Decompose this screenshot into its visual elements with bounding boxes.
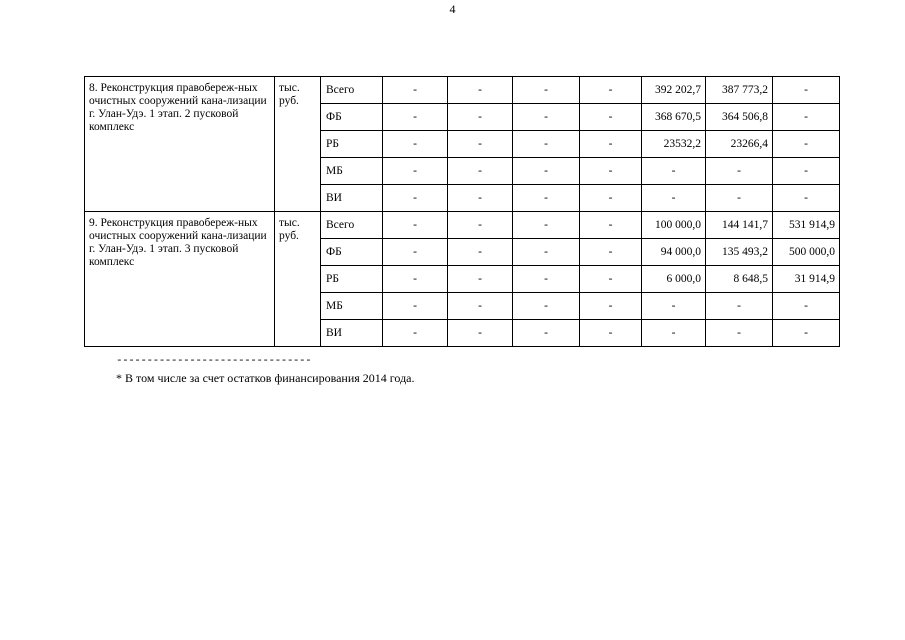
footnote: * В том числе за счет остатков финансирования 2014 года. — [116, 371, 415, 385]
value-cell: - — [383, 77, 448, 104]
value-cell: - — [448, 131, 513, 158]
value-cell: 531 914,9 — [773, 212, 840, 239]
value-cell: - — [513, 320, 580, 347]
value-cell: - — [383, 104, 448, 131]
funding-source: ВИ — [321, 185, 383, 212]
funding-source: МБ — [321, 158, 383, 185]
value-cell: 31 914,9 — [773, 266, 840, 293]
value-cell: - — [580, 239, 642, 266]
funding-source: ФБ — [321, 239, 383, 266]
value-cell: 23266,4 — [706, 131, 773, 158]
value-cell: - — [448, 266, 513, 293]
value-cell: - — [448, 185, 513, 212]
page-number: 4 — [449, 2, 456, 16]
value-cell: - — [642, 185, 706, 212]
value-cell: - — [706, 293, 773, 320]
value-cell: - — [383, 266, 448, 293]
value-cell: - — [513, 293, 580, 320]
value-cell: - — [448, 293, 513, 320]
value-cell: - — [383, 293, 448, 320]
unit-cell: тыс. руб. — [275, 77, 321, 212]
value-cell: - — [580, 293, 642, 320]
funding-source: ВИ — [321, 320, 383, 347]
value-cell: - — [642, 320, 706, 347]
value-cell: - — [383, 212, 448, 239]
value-cell: - — [513, 131, 580, 158]
value-cell: - — [642, 158, 706, 185]
value-cell: - — [448, 212, 513, 239]
footnote-separator: -------------------------------- — [116, 355, 312, 367]
value-cell: 392 202,7 — [642, 77, 706, 104]
value-cell: - — [580, 320, 642, 347]
value-cell: - — [383, 239, 448, 266]
value-cell: - — [773, 158, 840, 185]
project-name: 8. Реконструкция правобереж-ных очистных сооружений кана-лизации г. Улан-Удэ. 1 этап. 2 пусковой комплекс — [85, 77, 275, 212]
value-cell: 135 493,2 — [706, 239, 773, 266]
value-cell: - — [706, 158, 773, 185]
value-cell: 8 648,5 — [706, 266, 773, 293]
value-cell: 144 141,7 — [706, 212, 773, 239]
project-name: 9. Реконструкция правобереж-ных очистных сооружений кана-лизации г. Улан-Удэ. 1 этап. 3 пусковой комплекс — [85, 212, 275, 347]
value-cell: - — [513, 104, 580, 131]
value-cell: - — [383, 185, 448, 212]
value-cell: - — [706, 320, 773, 347]
value-cell: - — [448, 239, 513, 266]
funding-source: РБ — [321, 131, 383, 158]
value-cell: - — [448, 158, 513, 185]
value-cell: - — [773, 320, 840, 347]
value-cell: - — [773, 77, 840, 104]
value-cell: 364 506,8 — [706, 104, 773, 131]
value-cell: - — [448, 320, 513, 347]
value-cell: - — [383, 158, 448, 185]
unit-cell: тыс. руб. — [275, 212, 321, 347]
value-cell: - — [513, 266, 580, 293]
value-cell: 500 000,0 — [773, 239, 840, 266]
value-cell: - — [773, 104, 840, 131]
value-cell: - — [580, 212, 642, 239]
table-row — [85, 77, 840, 104]
value-cell: - — [773, 185, 840, 212]
value-cell: 100 000,0 — [642, 212, 706, 239]
value-cell: - — [513, 239, 580, 266]
value-cell: - — [580, 104, 642, 131]
value-cell: - — [513, 212, 580, 239]
value-cell: 94 000,0 — [642, 239, 706, 266]
value-cell: - — [513, 77, 580, 104]
value-cell: - — [580, 185, 642, 212]
value-cell: - — [513, 185, 580, 212]
value-cell: 23532,2 — [642, 131, 706, 158]
funding-source: ФБ — [321, 104, 383, 131]
funding-source: МБ — [321, 293, 383, 320]
value-cell: - — [580, 131, 642, 158]
value-cell: - — [773, 131, 840, 158]
funding-table — [84, 76, 840, 347]
value-cell: - — [383, 320, 448, 347]
value-cell: - — [448, 104, 513, 131]
value-cell: - — [580, 77, 642, 104]
value-cell: - — [580, 158, 642, 185]
value-cell: - — [448, 77, 513, 104]
value-cell: 387 773,2 — [706, 77, 773, 104]
value-cell: 368 670,5 — [642, 104, 706, 131]
value-cell: - — [642, 293, 706, 320]
value-cell: - — [513, 158, 580, 185]
value-cell: - — [383, 131, 448, 158]
funding-source: Всего — [321, 77, 383, 104]
value-cell: 6 000,0 — [642, 266, 706, 293]
funding-source: РБ — [321, 266, 383, 293]
value-cell: - — [773, 293, 840, 320]
value-cell: - — [580, 266, 642, 293]
value-cell: - — [706, 185, 773, 212]
table-row — [85, 212, 840, 239]
funding-source: Всего — [321, 212, 383, 239]
